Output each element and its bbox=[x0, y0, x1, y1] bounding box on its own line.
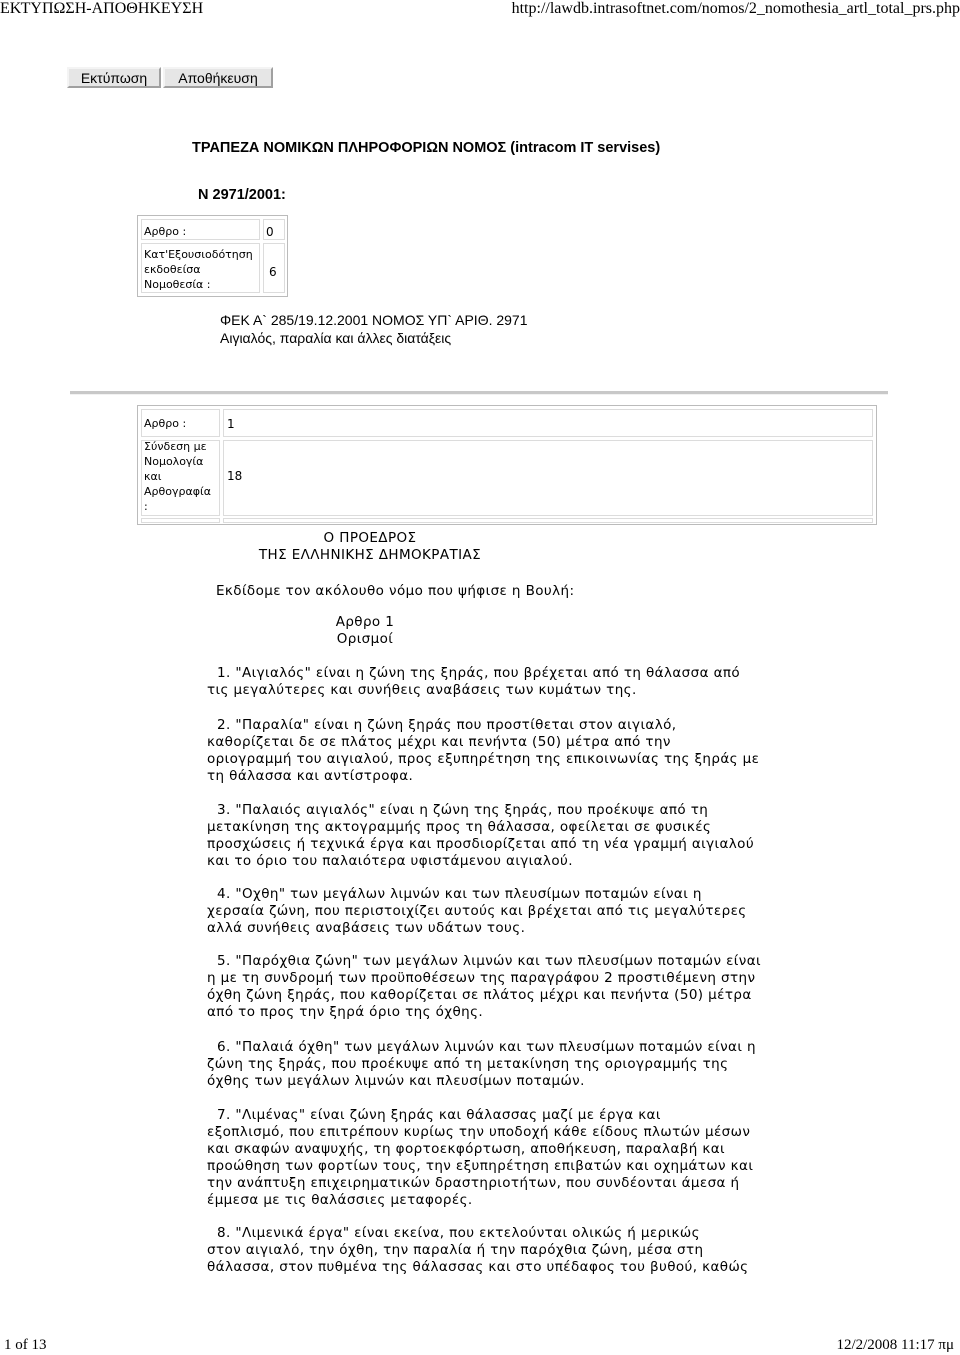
info-box-value-cell bbox=[223, 409, 873, 437]
paragraph-line: καθορίζεται δε σε πλάτος μέχρι και πενήντα (50) μέτρα από την bbox=[207, 734, 671, 750]
article-heading bbox=[320, 614, 410, 648]
president-line: ΤΗΣ ΕΛΛΗΝΙΚΗΣ ΔΗΜΟΚΡΑΤΙΑΣ bbox=[258, 547, 482, 563]
delegation-label: Νομοθεσία : bbox=[144, 278, 211, 291]
fek-line: ΦΕΚ Α` 285/19.12.2001 ΝΟΜΟΣ ΥΠ` ΑΡΙΘ. 2971 bbox=[220, 312, 528, 328]
paragraph-line: 7. "Λιμένας" είναι ζώνη ξηράς και θάλασσας μαζί με έργα και bbox=[217, 1107, 661, 1123]
link-label: Αρθογραφία bbox=[144, 485, 211, 498]
president-line: Ο ΠΡΟΕΔΡΟΣ bbox=[323, 530, 417, 546]
page-title: ΤΡΑΠΕΖΑ ΝΟΜΙΚΩΝ ΠΛΗΡΟΦΟΡΙΩΝ ΝΟΜΟΣ (intracom IT servises) bbox=[192, 140, 661, 156]
paragraph-line: και σκαφών αναψυχής, τη φορτοεκφόρτωση, αποθήκευση, παραλαβή και bbox=[207, 1141, 726, 1157]
paragraph-line: προώθηση των φορτίων τους, την εξυπηρέτηση επιβατών και οχημάτων και bbox=[207, 1158, 754, 1174]
president-heading bbox=[240, 530, 500, 564]
paragraph-line: τη θάλασσα και αντίστροφα. bbox=[207, 768, 414, 784]
paragraph-line: την ανάπτυξη επιχειρηματικών δραστηριοτήτων, που συνδέονται άμεσα ή bbox=[207, 1175, 740, 1191]
info-box-article-1 bbox=[137, 405, 877, 525]
paragraph-line: 4. "Οχθη" των μεγάλων λιμνών και των πλευσίμων ποταμών είναι η bbox=[217, 886, 702, 902]
paragraph-line: αλλά συνήθεις αναβάσεις των υδάτων τους. bbox=[207, 920, 526, 936]
paragraph-line: μετακίνηση της ακτογραμμής προς τη θάλασσα, οφείλεται σε φυσικές bbox=[207, 819, 712, 835]
paragraph-line: εξοπλισμό, που επιτρέπουν κυρίως την υποδοχή κάθε είδους πλωτών μέσων bbox=[207, 1124, 751, 1140]
article-label: Αρθρο : bbox=[144, 225, 187, 238]
info-box-label-cell bbox=[141, 518, 220, 523]
save-button[interactable]: Αποθήκευση bbox=[163, 67, 273, 88]
paragraph-line: η με τη συνδρομή των προϋποθέσεων της παραγράφου 2 προστιθέμενη στην bbox=[207, 970, 756, 986]
delegation-label: Κατ'Εξουσιοδότηση bbox=[144, 248, 253, 261]
paragraph bbox=[207, 1107, 753, 1209]
paragraph-line: 5. "Παρόχθια ζώνη" των μεγάλων λιμνών και των πλευσίμων ποταμών είναι bbox=[217, 953, 761, 969]
info-box-article-0 bbox=[137, 215, 288, 297]
print-header-title: ΕΚΤΥΠΩΣΗ-ΑΠΟΘΗΚΕΥΣΗ bbox=[0, 0, 204, 17]
link-label: : bbox=[144, 500, 148, 513]
paragraph bbox=[207, 717, 759, 785]
article-label: Αρθρο : bbox=[144, 417, 187, 430]
paragraph bbox=[207, 802, 754, 870]
info-box-value-cell bbox=[223, 518, 873, 523]
paragraph bbox=[207, 886, 747, 937]
paragraph-line: προσχώσεις ή τεχνικά έργα και προσδιορίζεται από τη νέα γραμμή αιγιαλού bbox=[207, 836, 755, 852]
paragraph bbox=[207, 1225, 749, 1276]
paragraph-line: στον αιγιαλό, την όχθη, την παραλία ή την παρόχθια ζώνη, μέσα στη bbox=[207, 1242, 704, 1258]
print-button[interactable]: Εκτύπωση bbox=[67, 67, 161, 88]
paragraph-line: και το όριο του παλαιότερα υφιστάμενου αιγιαλού. bbox=[207, 853, 573, 869]
paragraph-line: έμμεσα με τις θαλάσσιες μεταφορές. bbox=[207, 1192, 473, 1208]
link-label: και bbox=[144, 470, 162, 483]
divider bbox=[70, 391, 888, 395]
article-title: Ορισμοί bbox=[336, 631, 394, 647]
link-label: Σύνδεση με bbox=[144, 440, 207, 453]
info-box-value-cell bbox=[223, 440, 873, 516]
paragraph-line: θάλασσα, στον πυθμένα της θάλασσας και στο υπέδαφος του βυθού, καθώς bbox=[207, 1259, 749, 1275]
law-number: Ν 2971/2001: bbox=[198, 187, 286, 203]
paragraph-line: 6. "Παλαιά όχθη" των μεγάλων λιμνών και των πλευσίμων ποταμών είναι η bbox=[217, 1039, 756, 1055]
article-value: 0 bbox=[266, 225, 274, 239]
paragraph bbox=[207, 1039, 756, 1090]
delegation-label: εκδοθείσα bbox=[144, 263, 201, 276]
paragraph-line: όχθη ζώνη ξηράς, που καθορίζεται σε πλάτος μέχρι και πενήντα (50) μέτρα bbox=[207, 987, 752, 1003]
print-header-url: http://lawdb.intrasoftnet.com/nomos/2_nomothesia_artl_total_prs.php bbox=[511, 0, 960, 17]
fek-reference bbox=[220, 311, 528, 347]
paragraph-line: 1. "Αιγιαλός" είναι η ζώνη της ξηράς, που βρέχεται από τη θάλασσα από bbox=[217, 665, 741, 681]
article-value: 1 bbox=[227, 417, 235, 431]
paragraph-line: 8. "Λιμενικά έργα" είναι εκείνα, που εκτελούνται ολικώς ή μερικώς bbox=[217, 1225, 700, 1241]
paragraph-line: 3. "Παλαιός αιγιαλός" είναι η ζώνη της ξηράς, που προέκυψε από τη bbox=[217, 802, 709, 818]
paragraph-line: τις μεγαλύτερες και συνήθεις αναβάσεις των κυμάτων της. bbox=[207, 682, 637, 698]
paragraph-line: χερσαία ζώνη, που περιστοιχίζει αυτούς και βρέχεται από τις μεγαλύτερες bbox=[207, 903, 747, 919]
paragraph bbox=[207, 953, 761, 1021]
link-value[interactable]: 18 bbox=[227, 469, 243, 483]
law-subject: Αιγιαλός, παραλία και άλλες διατάξεις bbox=[220, 330, 452, 346]
link-label: Νομολογία bbox=[144, 455, 204, 468]
paragraph-line: ζώνη της ξηράς, που προέκυψε από τη μετακίνηση της οριογραμμής της bbox=[207, 1056, 729, 1072]
delegation-value[interactable]: 6 bbox=[269, 265, 277, 279]
paragraph-line: από το προς την ξηρά όριο της όχθης. bbox=[207, 1004, 484, 1020]
page-number: 1 of 13 bbox=[4, 1337, 47, 1353]
paragraph bbox=[207, 665, 740, 699]
paragraph-line: όχθης των μεγάλων λιμνών και πλευσίμων ποταμών. bbox=[207, 1073, 585, 1089]
print-datetime: 12/2/2008 11:17 πμ bbox=[836, 1337, 954, 1353]
paragraph-line: 2. "Παραλία" είναι η ζώνη ξηράς που προστίθεται στον αιγιαλό, bbox=[217, 717, 677, 733]
paragraph-line: οριογραμμή του αιγιαλού, προς εξυπηρέτηση της επικοινωνίας της ξηράς με bbox=[207, 751, 760, 767]
article-number: Αρθρο 1 bbox=[335, 614, 395, 630]
enactment-formula: Εκδίδομε τον ακόλουθο νόμο που ψήφισε η Βουλή: bbox=[216, 583, 575, 599]
